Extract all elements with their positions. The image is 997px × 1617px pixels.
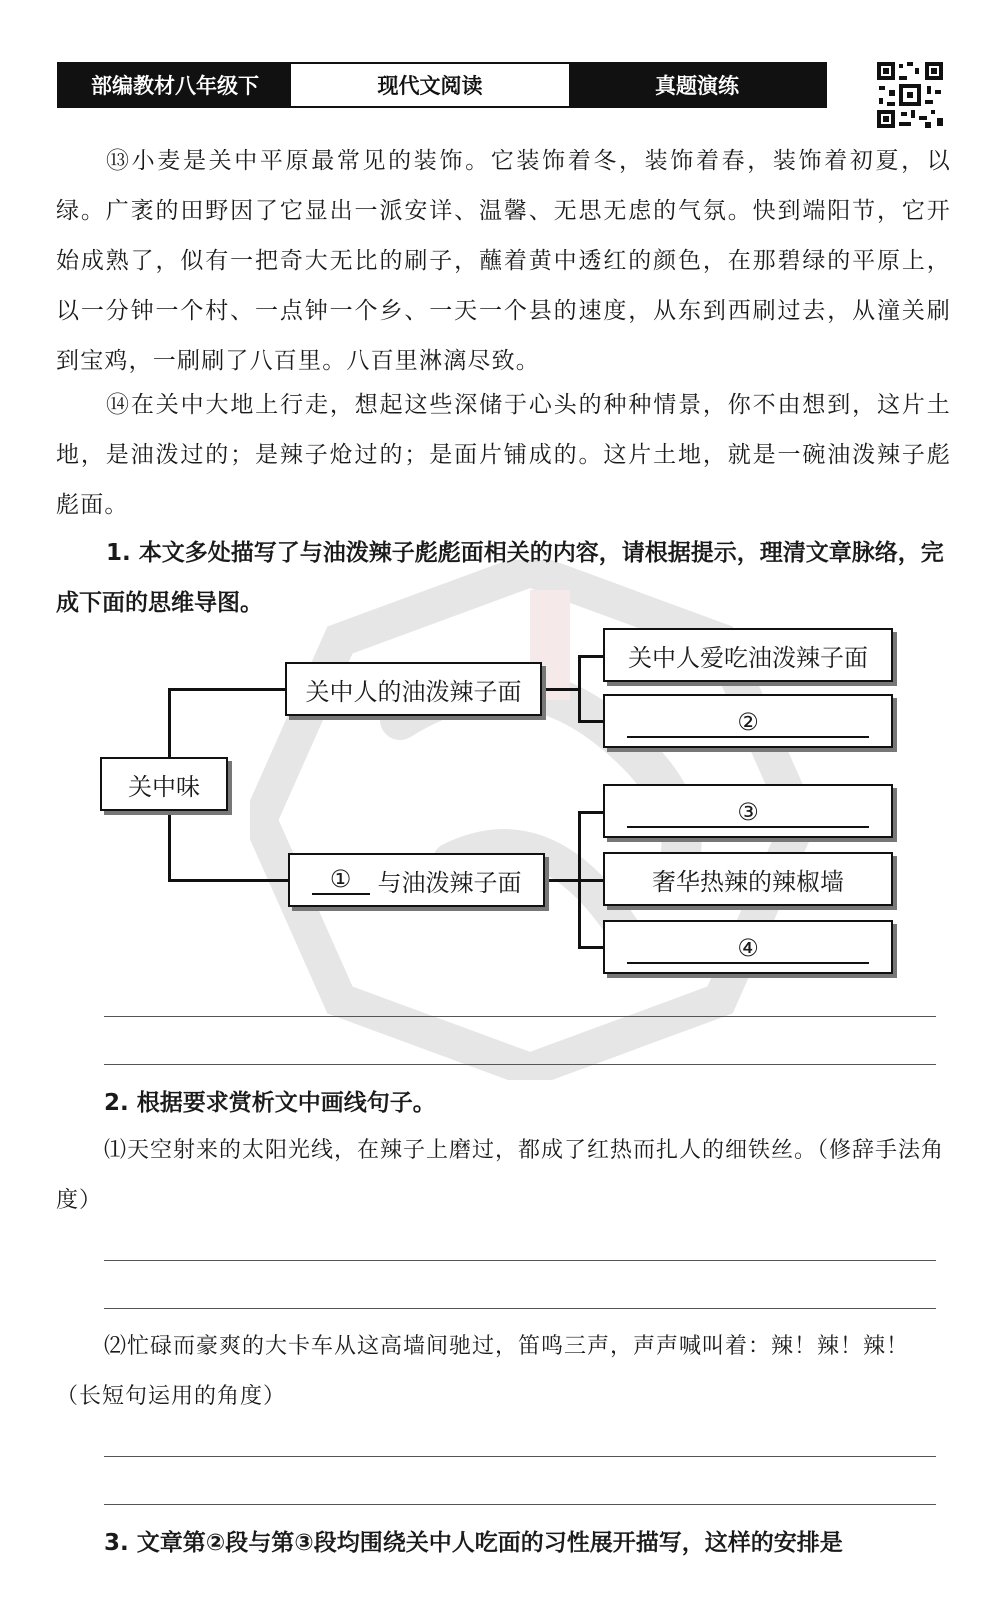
- blank-2[interactable]: ②: [627, 708, 869, 738]
- header-section: 真题演练: [569, 64, 825, 106]
- qr-code-icon: [875, 60, 945, 130]
- connector-leaf1: [578, 655, 606, 658]
- paragraph-13: ⑬小麦是关中平原最常见的装饰。它装饰着冬，装饰着春，装饰着初夏，以绿。广袤的田野因了它显出一派安详、温馨、无思无虑的气氛。快到端阳节，它开始成熟了，似有一把奇大无比的刷子，蘸着黄中透红的颜色，在那碧绿的平原上，以一分钟一个村、一点钟一个乡、一天一个县的速度，从东到西刷过去，从潼关刷到宝鸡，一刷刷了八百里。八百里淋漓尽致。: [56, 148, 951, 374]
- mindmap-leaf-2: [603, 694, 893, 748]
- question-3: 3. 文章第②段与第③段均围绕关中人吃面的习性展开描写，这样的安排是: [104, 1530, 843, 1556]
- header-subject: 现代文阅读: [291, 64, 569, 106]
- paragraph-14: ⑭在关中大地上行走，想起这些深储于心头的种种情景，你不由想到，这片土地，是油泼过的；是辣子炝过的；是面片铺成的。这片土地，就是一碗油泼辣子彪彪面。: [56, 392, 951, 518]
- connector-top-out: [545, 688, 580, 691]
- connector-root-top: [168, 688, 288, 691]
- question-2-sub-1: ⑴天空射来的太阳光线，在辣子上磨过，都成了红热而扎人的细铁丝。（修辞手法角度）: [56, 1138, 945, 1213]
- answer-line[interactable]: [104, 1504, 936, 1505]
- question-1: 1. 本文多处描写了与油泼辣子彪彪面相关的内容，请根据提示，理清文章脉络，完成下面的思维导图。: [56, 540, 944, 616]
- answer-line[interactable]: [104, 1016, 936, 1017]
- mindmap-branch-top: 关中人的油泼辣子面: [285, 662, 542, 716]
- question-2-sub-2: ⑵忙碌而豪爽的大卡车从这高墙间驰过，笛鸣三声，声声喊叫着：辣！辣！辣！（长短句运用的角度）: [56, 1334, 910, 1409]
- header-grade: 部编教材八年级下: [59, 64, 291, 106]
- mindmap-leaf-4: 奢华热辣的辣椒墙: [603, 852, 893, 906]
- connector-leaf5: [578, 946, 606, 949]
- answer-line[interactable]: [104, 1308, 936, 1309]
- mindmap-leaf-5: [603, 920, 893, 974]
- answer-line[interactable]: [104, 1064, 936, 1065]
- mindmap-branch-bottom: [288, 853, 545, 907]
- connector-leaf3: [578, 811, 606, 814]
- connector-root-bottom: [168, 879, 290, 882]
- mindmap-root: 关中味: [100, 757, 228, 811]
- answer-line[interactable]: [104, 1260, 936, 1261]
- page-header: [57, 62, 827, 108]
- connector-top-vertical: [578, 655, 581, 723]
- mindmap-leaf-3: [603, 784, 893, 838]
- connector-bottom-out: [548, 879, 580, 882]
- branch-bottom-label: 与油泼辣子面: [377, 868, 522, 897]
- blank-1[interactable]: ①: [312, 865, 370, 895]
- mindmap-leaf-1: 关中人爱吃油泼辣子面: [603, 628, 893, 682]
- blank-4[interactable]: ④: [627, 934, 869, 964]
- connector-leaf4: [578, 879, 606, 882]
- blank-3[interactable]: ③: [627, 798, 869, 828]
- answer-line[interactable]: [104, 1456, 936, 1457]
- connector-leaf2: [578, 720, 606, 723]
- question-2: 2. 根据要求赏析文中画线句子。: [104, 1090, 436, 1116]
